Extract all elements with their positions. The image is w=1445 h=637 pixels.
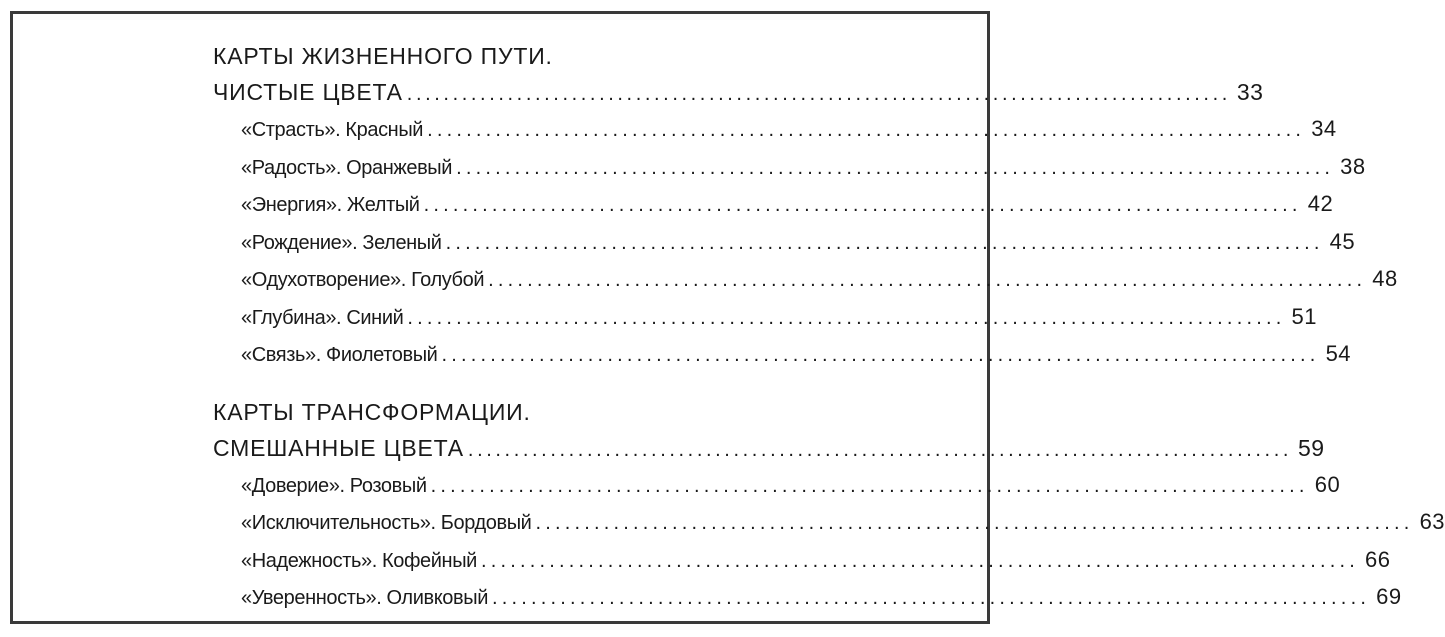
toc-entry[interactable] (213, 260, 1398, 298)
dot-leader: .......................................................................................... (427, 119, 1306, 141)
entry-title: «Страсть». Красный (241, 119, 424, 141)
page-number: 42 (1307, 191, 1334, 216)
entry-title: «Доверие». Розовый (241, 474, 427, 497)
page-number: 48 (1372, 266, 1398, 291)
page-number: 38 (1340, 153, 1366, 179)
toc-entry[interactable] (213, 223, 1356, 261)
toc-entry[interactable] (213, 110, 1337, 148)
entry-title: «Радость». Оранжевый (241, 156, 453, 179)
dot-leader: .......................................................................................... (423, 194, 1302, 216)
toc-entry-section-heading[interactable] (213, 430, 1325, 466)
dot-leader: .......................................................................................... (491, 587, 1371, 609)
toc-entry-section-heading[interactable] (213, 74, 1264, 110)
section-title-line-1: КАРТЫ ЖИЗНЕННОГО ПУТИ. (213, 43, 553, 69)
section-title-line-1: КАРТЫ ТРАНСФОРМАЦИИ. (213, 398, 531, 425)
entry-title: «Связь». Фиолетовый (241, 344, 438, 366)
entry-title: «Уверенность». Оливковый (241, 587, 488, 609)
dot-leader: .......................................................................................... (535, 512, 1414, 534)
page-number: 63 (1419, 509, 1445, 534)
table-of-contents (213, 38, 1445, 616)
toc-entry[interactable] (213, 185, 1334, 223)
page-number: 54 (1325, 341, 1352, 366)
toc-entry[interactable] (213, 578, 1402, 616)
toc-entry[interactable] (213, 298, 1317, 336)
page-number: 69 (1376, 584, 1402, 609)
toc-entry[interactable] (213, 335, 1352, 373)
dot-leader: .......................................................................................... (441, 344, 1320, 366)
entry-title: «Глубина». Синий (241, 306, 404, 329)
page-number: 59 (1298, 434, 1325, 461)
entry-title: «Рождение». Зеленый (241, 231, 442, 254)
section-title-line-2: ЧИСТЫЕ ЦВЕТА (213, 79, 403, 105)
dot-leader: .......................................................................................... (445, 231, 1324, 254)
toc-entry[interactable] (213, 541, 1391, 579)
page-number: 33 (1236, 79, 1264, 105)
page-number: 34 (1311, 116, 1337, 141)
entry-title: «Одухотворение». Голубой (241, 269, 485, 291)
page-number: 45 (1329, 228, 1356, 254)
toc-entry[interactable] (213, 503, 1445, 541)
toc-section-life-path (213, 38, 1398, 373)
dot-leader: .......................................................................................... (430, 474, 1309, 497)
toc-entry[interactable] (213, 466, 1341, 504)
page-number: 60 (1314, 471, 1341, 497)
page-number: 51 (1291, 303, 1317, 329)
toc-section-transformation (213, 394, 1445, 616)
toc-entry[interactable] (213, 148, 1366, 186)
dot-leader: .......................................................................................... (467, 438, 1293, 461)
entry-title: «Энергия». Желтый (241, 194, 420, 216)
dot-leader: .......................................................................................... (456, 156, 1335, 179)
dot-leader: .......................................................................................... (480, 549, 1360, 572)
dot-leader: .......................................................................................... (488, 269, 1367, 291)
dot-leader: .......................................................................................... (406, 83, 1231, 105)
section-title-line-2: СМЕШАННЫЕ ЦВЕТА (213, 434, 464, 461)
entry-title: «Надежность». Кофейный (241, 549, 477, 572)
dot-leader: .......................................................................................... (407, 306, 1286, 329)
entry-title: «Исключительность». Бордовый (241, 512, 532, 534)
page-number: 66 (1365, 546, 1391, 572)
